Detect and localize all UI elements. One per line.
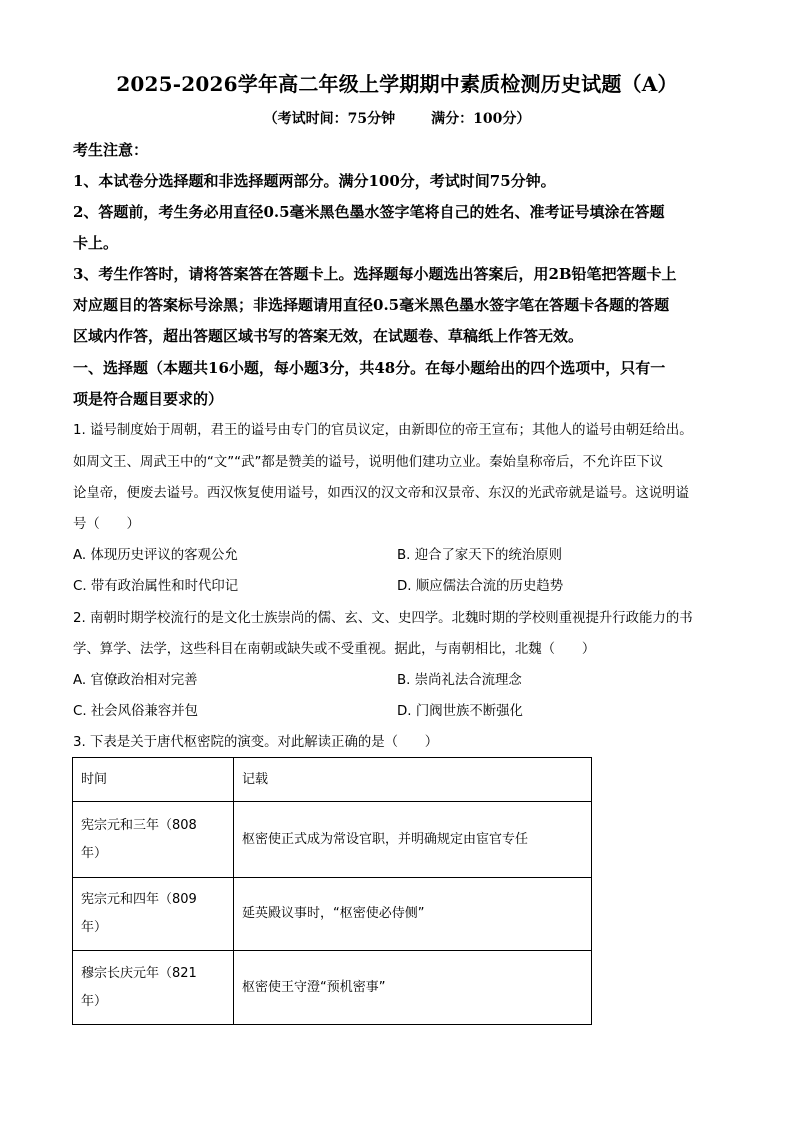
notice-heading: 考生注意： [73, 141, 149, 159]
exam-subtitle [0, 108, 794, 128]
table-cell-record: 枢密使正式成为常设官职，并明确规定由宦官专任 [234, 802, 592, 878]
question-2-option-a: A. 官僚政治相对完善 [73, 673, 198, 688]
question-1-option-a: A. 体现历史评议的客观公允 [73, 548, 238, 563]
question-3-stem: 3. 下表是关于唐代枢密院的演变。对此解读正确的是（ ） [73, 735, 439, 750]
table-cell-time-line-1: 宪宗元和四年（809 [81, 892, 197, 907]
table-cell-time-line-2: 年） [81, 993, 108, 1009]
question-1-line-3: 论皇帝，便废去谥号。西汉恢复使用谥号，如西汉的汉文帝和汉景帝、东汉的光武帝就是谥号。这说明谥 [73, 486, 689, 501]
section-heading-line-2: 项是符合题目要求的） [73, 390, 224, 408]
question-3-table [72, 757, 592, 1025]
notice-line-1: 1、本试卷分选择题和非选择题两部分。满分100分，考试时间75分钟。 [73, 172, 556, 190]
question-2-option-b: B. 崇尚礼法合流理念 [397, 673, 522, 688]
question-2-line-1: 2. 南朝时期学校流行的是文化士族崇尚的儒、玄、文、史四学。北魏时期的学校则重视提升行政能力的书 [73, 611, 693, 626]
exam-title: 2025-2026学年高二年级上学期期中素质检测历史试题（A） [116, 72, 678, 96]
section-heading-line-1: 一、选择题（本题共16小题，每小题3分，共48分。在每小题给出的四个选项中，只有一 [73, 359, 666, 377]
question-2-line-2: 学、算学、法学，这些科目在南朝或缺失或不受重视。据此，与南朝相比，北魏（ ） [73, 642, 596, 657]
table-row [73, 951, 592, 1025]
table-cell-record: 延英殿议事时，“枢密使必侍侧” [234, 878, 592, 951]
table-cell-time-line-2: 年） [81, 920, 108, 935]
notice-line-2b: 卡上。 [73, 234, 119, 252]
notice-line-2a: 2、答题前，考生务必用直径0.5毫米黑色墨水签字笔将自己的姓名、准考证号填涂在答题 [73, 203, 665, 221]
notice-line-3c: 区域内作答，超出答题区域书写的答案无效，在试题卷、草稿纸上作答无效。 [73, 327, 584, 345]
table-cell-time-line-1: 穆宗长庆元年（821 [81, 965, 197, 981]
table-cell-time [73, 802, 234, 878]
table-cell-time [73, 951, 234, 1025]
notice-line-3a: 3、考生作答时，请将答案答在答题卡上。选择题每小题选出答案后，用2B铅笔把答题卡上 [73, 265, 677, 283]
question-1-line-2: 如周文王、周武王中的“文”“武”都是赞美的谥号，说明他们建功立业。秦始皇称帝后，不允许臣下议 [73, 455, 664, 470]
question-1-line-1: 1. 谥号制度始于周朝，君王的谥号由专门的官员议定，由新即位的帝王宣布；其他人的谥号由朝廷给出。 [73, 423, 693, 438]
exam-time: （考试时间：75分钟 [263, 111, 396, 127]
question-2-option-d: D. 门阀世族不断强化 [397, 704, 523, 719]
question-1-option-c: C. 带有政治属性和时代印记 [73, 579, 239, 594]
table-cell-time-line-1: 宪宗元和三年（808 [81, 817, 197, 833]
table-cell-time [73, 878, 234, 951]
question-1-option-d: D. 顺应儒法合流的历史趋势 [397, 579, 564, 594]
notice-line-3b: 对应题目的答案标号涂黑；非选择题请用直径0.5毫米黑色墨水签字笔在答题卡各题的答题 [73, 296, 670, 314]
table-row [73, 878, 592, 951]
question-1-line-4: 号（ ） [73, 517, 140, 532]
table-cell-time-line-2: 年） [81, 845, 108, 861]
full-score: 满分：100分） [431, 111, 531, 127]
question-1-option-b: B. 迎合了家天下的统治原则 [397, 548, 562, 563]
table-header-record: 记载 [234, 758, 592, 802]
table-cell-record: 枢密使王守澄“预机密事” [234, 951, 592, 1025]
table-header-time: 时间 [73, 758, 234, 802]
question-2-option-c: C. 社会风俗兼容并包 [73, 704, 198, 719]
table-row [73, 802, 592, 878]
table-header-row [73, 758, 592, 802]
